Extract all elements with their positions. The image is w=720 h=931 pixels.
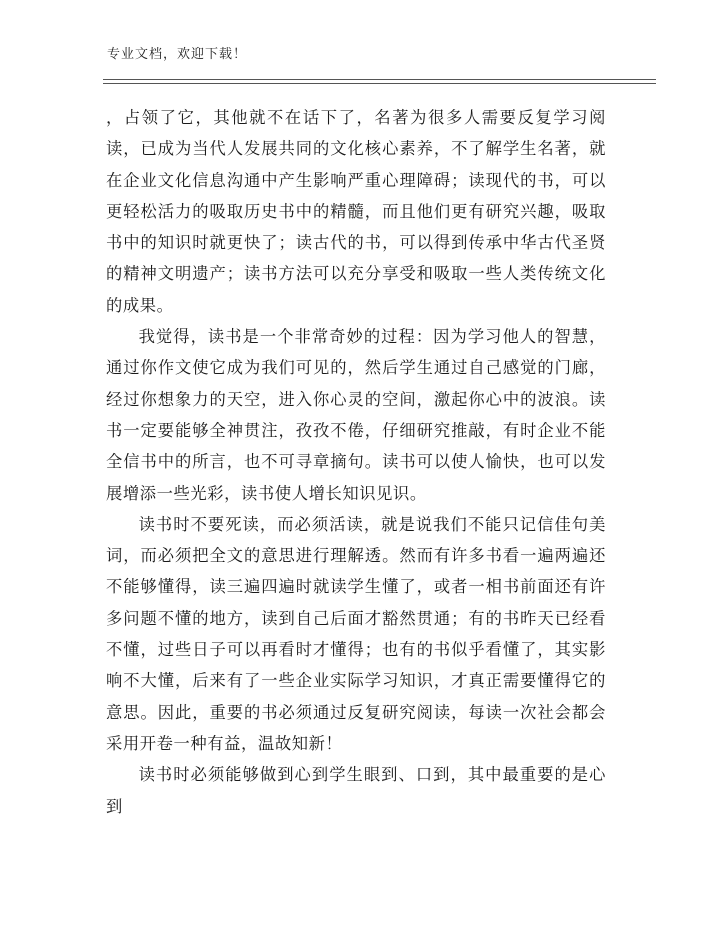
paragraph-1: ，占领了它，其他就不在话下了，名著为很多人需要反复学习阅读，已成为当代人发展共同的文化核心素养，不了解学生名著，就在企业文化信息沟通中产生影响严重心理障碍；读现代的书，可以更轻松活力的吸取历史书中的精髓，而且他们更有研究兴趣，吸取书中的知识时就更快了；读古代的书，可以得到传承中华古代圣贤的精神文明遗产；读书方法可以充分享受和吸取一些人类传统文化的成果。 [106,108,606,315]
page-header: 专业文档，欢迎下载！ [107,47,248,62]
header-divider-bottom [103,83,656,84]
paragraph-3: 读书时不要死读，而必须活读，就是说我们不能只记信佳句美词，而必须把全文的意思进行理解透。然而有许多书看一遍两遍还不能够懂得，读三遍四遍时就读学生懂了，或者一相书前面还有许多问题不懂的地方，读到自己后面才豁然贯通；有的书昨天已经看不懂，过些日子可以再看时才懂得；也有的书似乎看懂了，其实影响不大懂，后来有了一些企业实际学习知识，才真正需要懂得它的意思。因此，重要的书必须通过反复研究阅读，每读一次社会都会采用开卷一种有益，温故知新！ [106,514,606,753]
paragraph-4: 读书时必须能够做到心到学生眼到、口到，其中最重要的是心到 [106,765,606,816]
paragraph-2: 我觉得，读书是一个非常奇妙的过程：因为学习他人的智慧，通过你作文使它成为我们可见的，然后学生通过自己感觉的门廊，经过你想象力的天空，进入你心灵的空间，激起你心中的波浪。读书一定要能够全神贯注，孜孜不倦，仔细研究推敲，有时企业不能全信书中的所言，也不可寻章摘句。读书可以使人愉快，也可以发展增添一些光彩，读书使人增长知识见识。 [106,327,606,503]
document-body [106,102,606,822]
header-divider-top [103,79,656,80]
